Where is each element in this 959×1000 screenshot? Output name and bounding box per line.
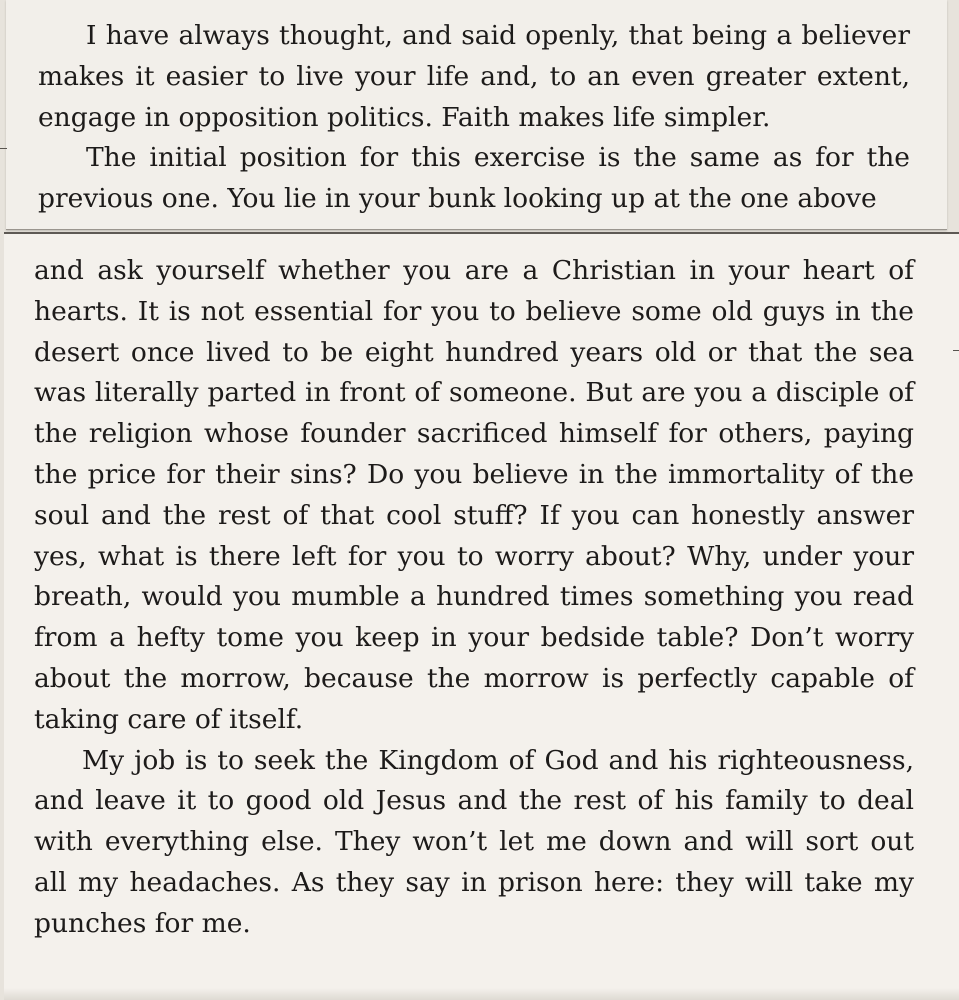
bottom-paragraph-1: and ask yourself whether you are a Christian in your heart of hearts. It is not essential for you to believe some old guys in the desert once lived to be eight hundred years old or that the sea was literally parted in front of someone. But are you a disciple of the religion whose founder sacrificed himself for others, paying the price for their sins? Do you believe in the immortality of the soul and the rest of that cool stuff? If you can honestly answer yes, what is there left for you to worry about? Why, under your breath, would you mumble a hundred times something you read from a hefty tome you keep in your bedside table? Don’t worry about the morrow, because the morrow is perfectly capable of taking care of itself. (34, 255, 914, 735)
bottom-clipping-text (34, 251, 914, 945)
top-paragraph-2: The initial position for this exercise is the same as for the previous one. You lie in your bunk looking up at the one above (38, 142, 910, 215)
top-clipping-text (38, 16, 910, 220)
left-margin-mark (0, 148, 7, 149)
bottom-paragraph-2: My job is to seek the Kingdom of God and his righteousness, and leave it to good old Jesus and the rest of his family to deal with everything else. They won’t let me down and will sort out all my headaches. As they say in prison here: they will take my punches for me. (34, 744, 914, 939)
right-margin-mark (953, 350, 959, 351)
top-paragraph-1: I have always thought, and said openly, that being a believer makes it easier to live your life and, to an even greater extent, engage in opposition politics. Faith makes life simpler. (38, 20, 910, 133)
